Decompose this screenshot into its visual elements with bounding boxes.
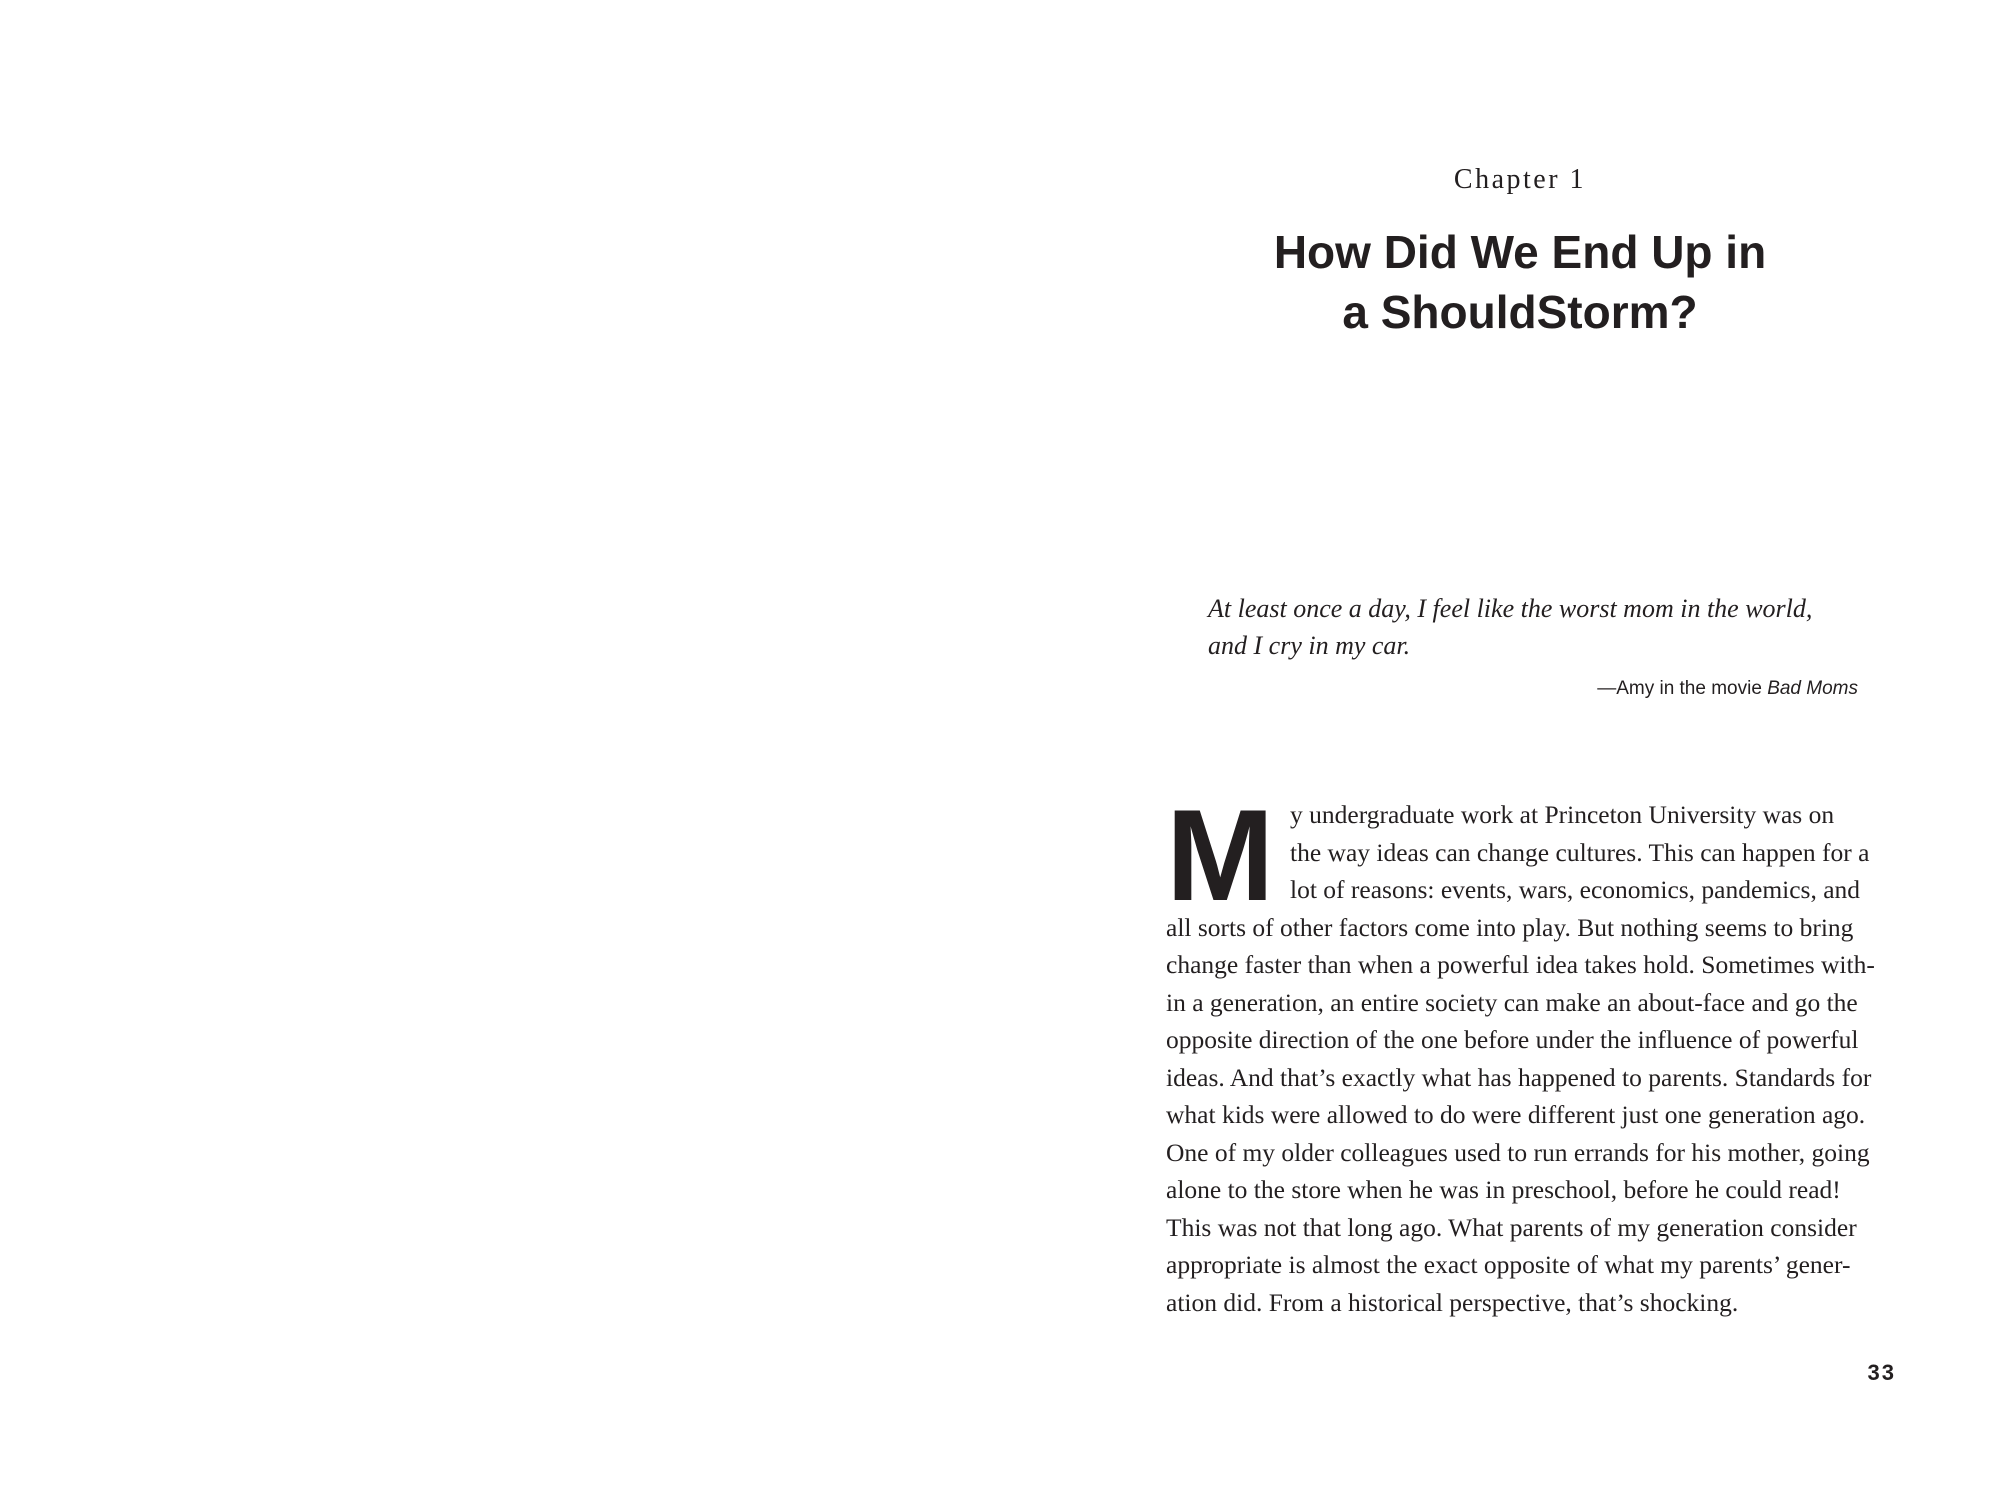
body-paragraph [1166,782,1896,1321]
chapter-label: Chapter 1 [1453,164,1587,195]
body-line: ideas. And that’s exactly what has happened to parents. Standards for [1166,1062,1872,1092]
chapter-title-line-1: How Did We End Up in [1273,226,1767,278]
epigraph-line-1: At least once a day, I feel like the worst mom in the world, [1208,594,1813,623]
chapter-title-line-2: a ShouldStorm? [1342,286,1698,338]
epigraph-line-2: and I cry in my car. [1208,631,1411,660]
body-line: all sorts of other factors come into play. But nothing seems to bring [1166,912,1854,942]
body-line: the way ideas can change cultures. This can happen for a [1290,837,1870,867]
chapter-title [1170,222,1870,342]
body-line: appropriate is almost the exact opposite of what my parents’ gener- [1166,1250,1851,1279]
body-line: alone to the store when he was in preschool, before he could read! [1166,1175,1841,1204]
body-line: opposite direction of the one before under the influence of powerful [1166,1025,1859,1054]
right-page [1000,0,2000,1496]
body-line: in a generation, an entire society can make an about-face and go the [1166,987,1858,1017]
body-line: One of my older colleagues used to run errands for his mother, going [1166,1137,1870,1167]
attribution-work-title: Bad Moms [1767,678,1858,699]
page-number: 33 [1867,1360,1896,1385]
attribution-prefix: —Amy in the movie [1597,678,1768,699]
body-line: lot of reasons: events, wars, economics, pandemics, and [1290,875,1861,904]
epigraph-attribution [1208,676,1858,702]
body-line: This was not that long ago. What parents of my generation consider [1166,1212,1857,1242]
body-line: what kids were allowed to do were different just one generation ago. [1166,1100,1866,1129]
epigraph [1208,590,1858,702]
drop-cap: M [1166,782,1275,928]
body-line: change faster than when a powerful idea takes hold. Sometimes with- [1166,950,1875,979]
body-line: ation did. From a historical perspective, that’s shocking. [1166,1287,1739,1317]
body-line: y undergraduate work at Princeton University was on [1290,800,1835,829]
